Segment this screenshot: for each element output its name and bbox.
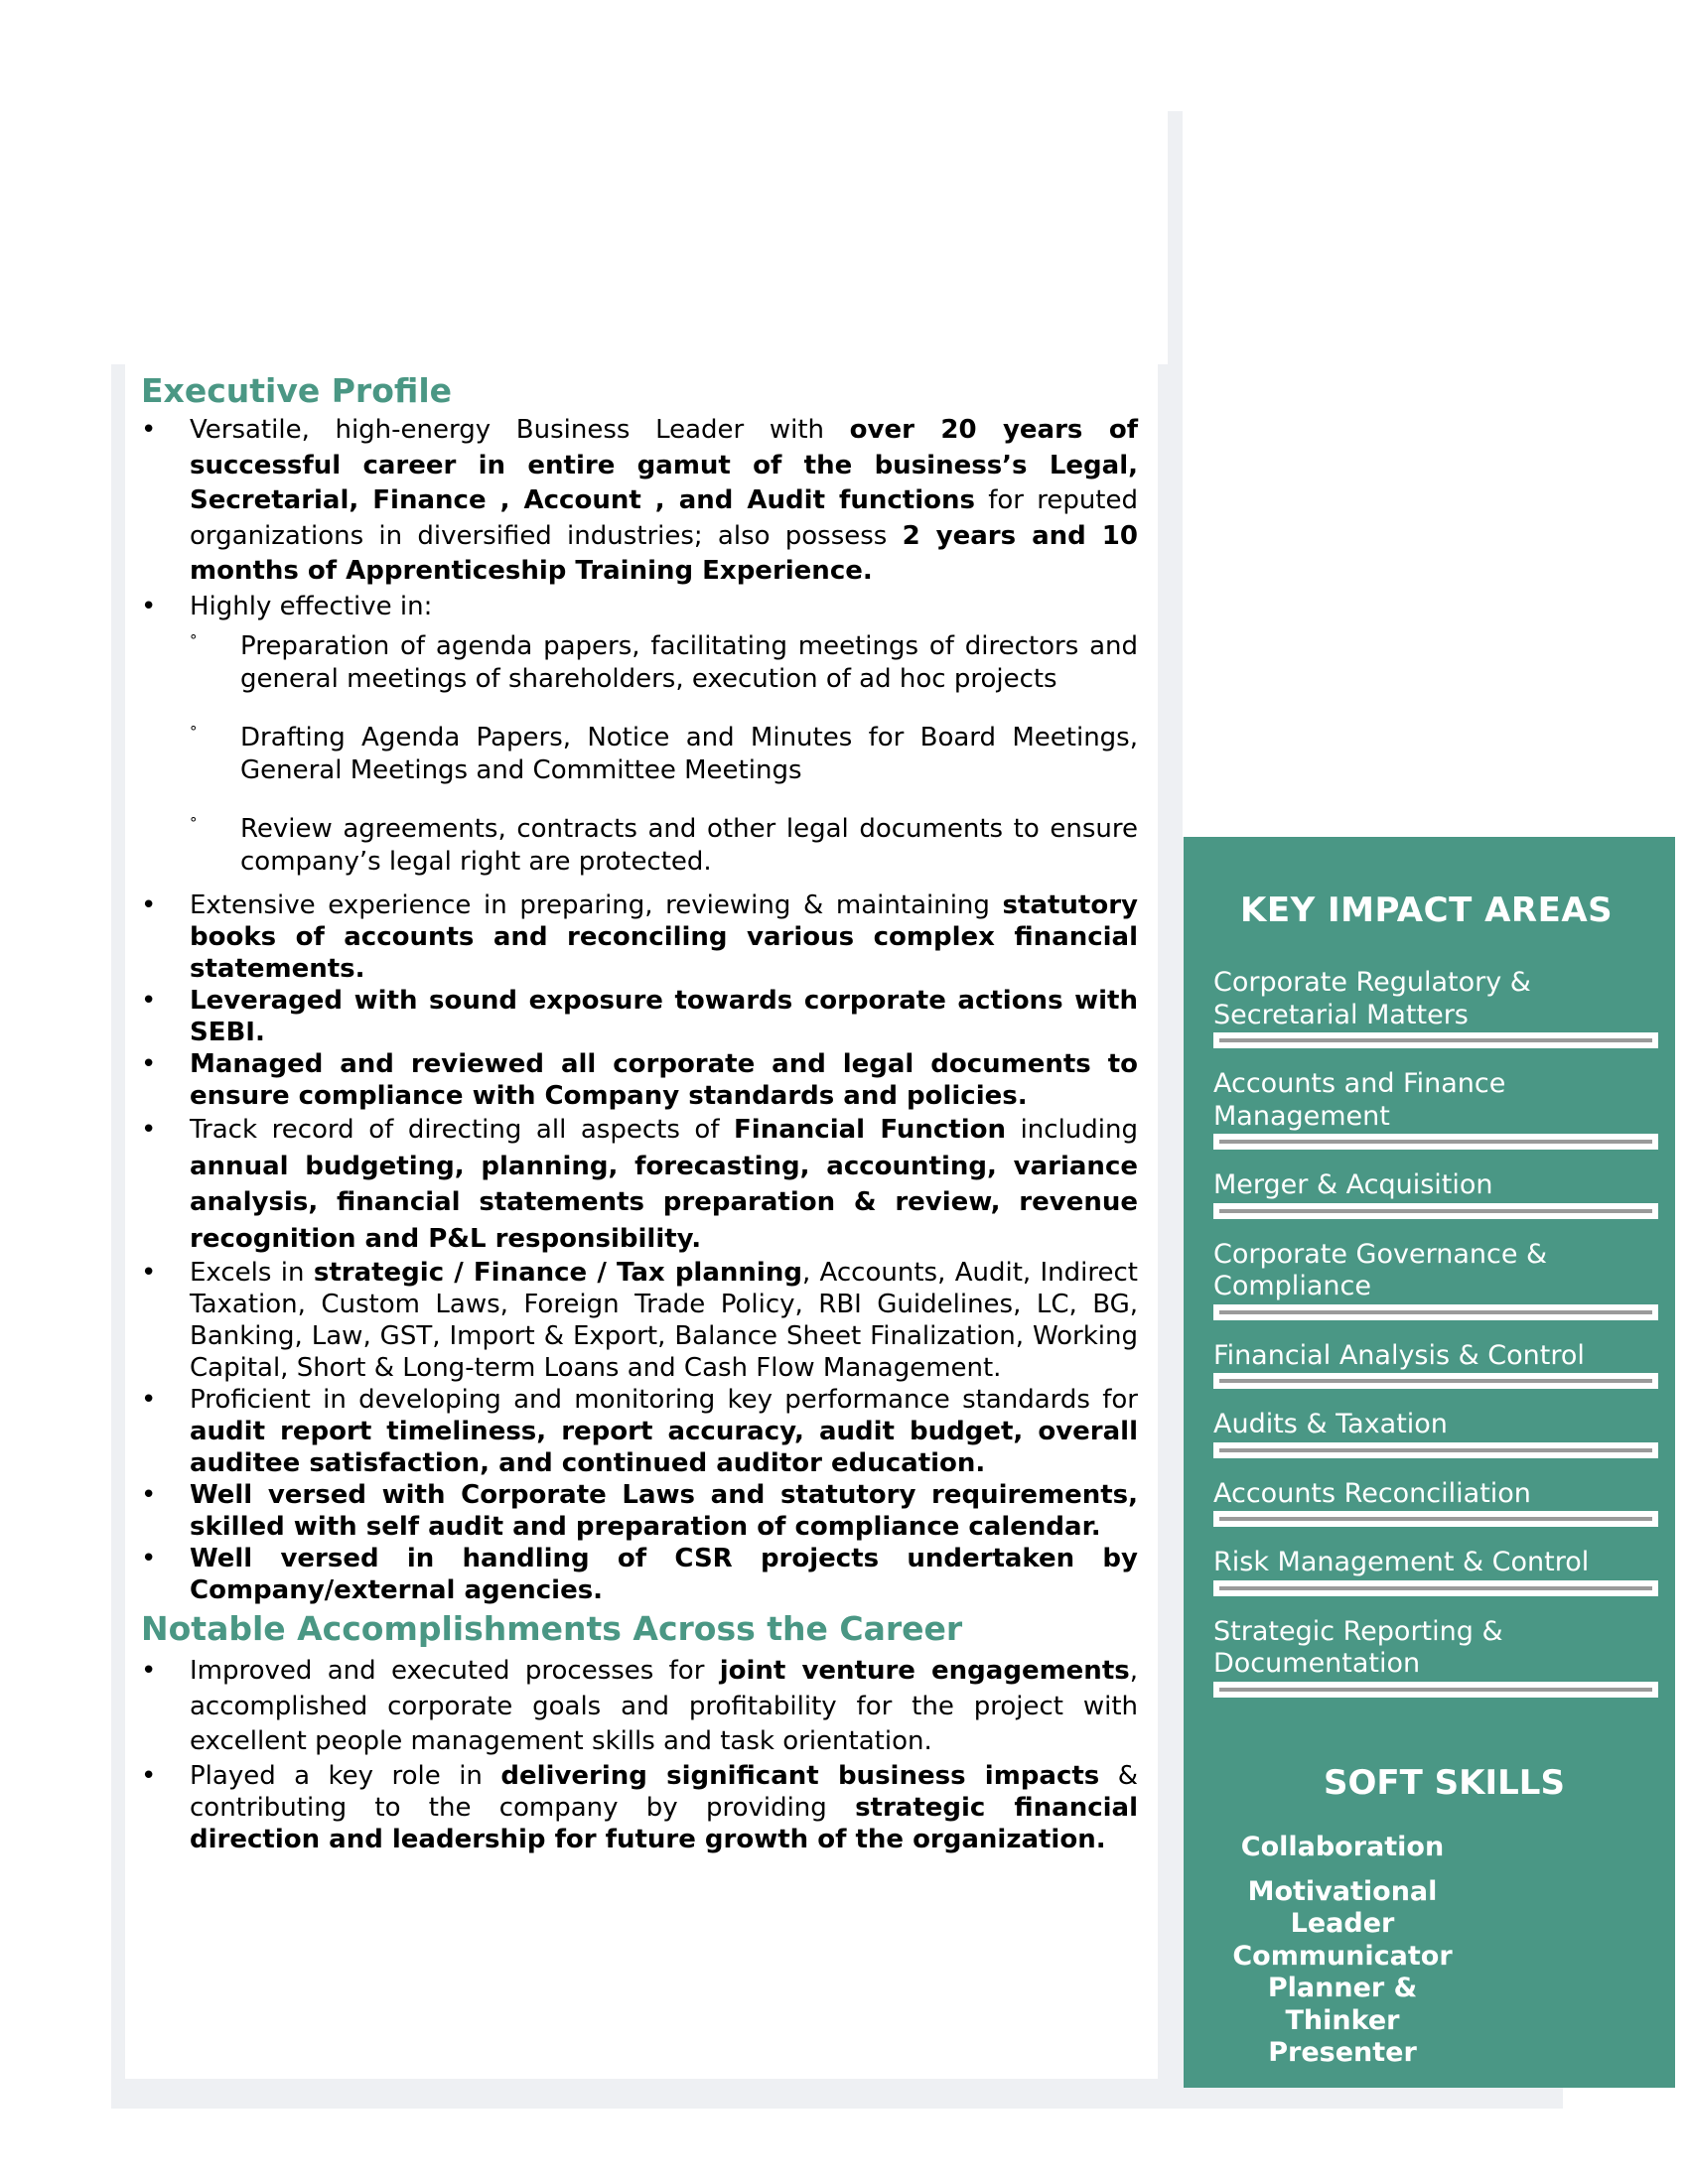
impact-area-level-bar	[1213, 1682, 1658, 1698]
impact-area-item	[1213, 1616, 1658, 1698]
soft-skill-item: Collaboration	[1240, 1832, 1445, 1862]
text: Proficient in developing and monitoring key performance standards for	[190, 1385, 1138, 1415]
bold-text: strategic financial direction and leadership for future growth of the organization.	[190, 1792, 1138, 1854]
bold-text: Managed and reviewed all corporate and legal documents to ensure compliance with Company standards and policies.	[190, 1049, 1138, 1111]
circle-bullet-icon: °	[190, 814, 198, 832]
impact-area-level-fill	[1219, 1310, 1652, 1314]
bullet-icon: •	[141, 1656, 157, 1686]
soft-skill-item: Communicator	[1232, 1940, 1453, 1972]
accomplishments-heading: Notable Accomplishments Across the Career	[141, 1609, 963, 1648]
key-impact-areas-list	[1213, 967, 1658, 1717]
impact-area-level-fill	[1219, 1586, 1652, 1590]
impact-area-level-bar	[1213, 1134, 1658, 1150]
bullet-icon: •	[141, 415, 157, 445]
impact-area-item	[1213, 1068, 1658, 1150]
sidebar-panel	[1184, 837, 1675, 2088]
text: for reputed organizations in diversified industries; also possess	[190, 485, 1138, 551]
bullet-icon: •	[141, 1760, 157, 1791]
impact-area-item	[1213, 1340, 1658, 1390]
list-item	[141, 1384, 1138, 1479]
text: Improved and executed processes for	[190, 1656, 720, 1686]
bold-text: delivering significant business impacts	[500, 1760, 1100, 1791]
impact-area-label: Risk Management & Control	[1213, 1547, 1590, 1577]
soft-skill-item: Motivational Leader	[1247, 1875, 1438, 1939]
impact-area-label: Accounts Reconciliation	[1213, 1477, 1531, 1509]
bullet-icon: •	[141, 1385, 157, 1415]
text: Played a key role in	[190, 1760, 501, 1791]
sidebar-top-blank	[1183, 111, 1563, 837]
bullet-icon: •	[141, 591, 157, 621]
text: Drafting Agenda Papers, Notice and Minutes for Board Meetings, General Meetings and Committee Meetings	[240, 723, 1138, 785]
impact-area-level-bar	[1213, 1442, 1658, 1458]
text: Highly effective in:	[190, 591, 433, 621]
circle-bullet-icon: °	[190, 723, 198, 741]
executive-profile-list	[141, 413, 1138, 1606]
list-item	[141, 1112, 1138, 1257]
accomplishments-list	[141, 1654, 1138, 1855]
text: & contributing to the company by providing	[190, 1760, 1138, 1823]
list-item	[141, 1048, 1138, 1112]
list-item	[141, 1654, 1138, 1760]
impact-area-level-fill	[1219, 1517, 1652, 1521]
impact-area-item	[1213, 1239, 1658, 1320]
impact-area-item	[1213, 1169, 1658, 1219]
sub-list-item	[190, 630, 1138, 695]
bullet-icon: •	[141, 1544, 157, 1573]
bold-text: 2 years and 10 months of Apprenticeship Training Experience.	[190, 520, 1138, 586]
sub-list-item	[190, 722, 1138, 786]
impact-area-level-fill	[1219, 1448, 1652, 1452]
impact-area-label: Merger & Acquisition	[1213, 1169, 1493, 1200]
impact-area-level-bar	[1213, 1511, 1658, 1527]
executive-profile-heading: Executive Profile	[141, 371, 453, 410]
text: Review agreements, contracts and other legal documents to ensure company’s legal right are protected.	[240, 814, 1138, 877]
key-impact-areas-heading: KEY IMPACT AREAS	[1240, 890, 1614, 930]
bold-text: Leveraged with sound exposure towards corporate actions with SEBI.	[190, 986, 1138, 1047]
text: Preparation of agenda papers, facilitating meetings of directors and general meetings of shareholders, execution of ad hoc projects	[240, 631, 1138, 694]
impact-area-label: Corporate Regulatory & Secretarial Matters	[1213, 967, 1531, 1030]
impact-area-label: Strategic Reporting & Documentation	[1213, 1615, 1503, 1679]
impact-area-label: Financial Analysis & Control	[1213, 1339, 1585, 1371]
list-item	[141, 590, 1138, 879]
bullet-icon: •	[141, 890, 157, 920]
list-item	[141, 413, 1138, 590]
bold-text: audit report timeliness, report accuracy, audit budget, overall auditee satisfaction, and continued auditor education.	[190, 1417, 1138, 1478]
text: Track record of directing all aspects of	[190, 1115, 735, 1145]
bold-text: Well versed in handling of CSR projects undertaken by Company/external agencies.	[190, 1544, 1138, 1605]
circle-bullet-icon: °	[190, 631, 198, 649]
bold-text: over 20 years of successful career in entire gamut of the business’s Legal, Secretarial, Finance , Account , and Audit functions	[190, 415, 1139, 515]
list-item	[141, 1760, 1138, 1855]
text: , accomplished corporate goals and profitability for the project with excellent people management skills and task orientation.	[190, 1656, 1138, 1756]
impact-area-level-bar	[1213, 1580, 1658, 1596]
sub-list-item	[190, 813, 1138, 878]
impact-area-level-bar	[1213, 1203, 1658, 1219]
bullet-icon: •	[141, 1115, 157, 1145]
bold-text: strategic / Finance / Tax planning	[313, 1258, 802, 1288]
impact-area-level-bar	[1213, 1304, 1658, 1320]
impact-area-item	[1213, 1547, 1658, 1596]
impact-area-level-fill	[1219, 1379, 1652, 1383]
bold-text: annual budgeting, planning, forecasting, accounting, variance analysis, financial statements preparation & review, revenue recognition and P&L responsibility.	[190, 1151, 1138, 1254]
list-item	[141, 889, 1138, 985]
list-item	[141, 1479, 1138, 1543]
impact-area-item	[1213, 1409, 1658, 1458]
impact-area-level-fill	[1219, 1038, 1652, 1042]
list-item	[141, 1257, 1138, 1384]
soft-skill-item: Presenter	[1268, 2037, 1417, 2068]
bold-text: Well versed with Corporate Laws and statutory requirements, skilled with self audit and preparation of compliance calendar.	[190, 1480, 1138, 1542]
impact-area-level-bar	[1213, 1032, 1658, 1048]
impact-area-label: Corporate Governance & Compliance	[1213, 1238, 1548, 1301]
sub-list	[190, 630, 1138, 878]
text: Versatile, high-energy Business Leader with	[190, 415, 850, 445]
list-item	[141, 1543, 1138, 1606]
bold-text: statutory books of accounts and reconciling various complex financial statements.	[190, 890, 1138, 984]
soft-skills-list	[1223, 1832, 1462, 2070]
bullet-icon: •	[141, 1258, 157, 1288]
impact-area-level-fill	[1219, 1140, 1652, 1144]
impact-area-level-fill	[1219, 1209, 1652, 1213]
text: Extensive experience in preparing, reviewing & maintaining	[190, 890, 1003, 920]
impact-area-level-bar	[1213, 1373, 1658, 1389]
impact-area-label: Audits & Taxation	[1213, 1409, 1448, 1439]
bullet-icon: •	[141, 1480, 157, 1510]
bullet-icon: •	[141, 1049, 157, 1079]
impact-area-level-fill	[1219, 1688, 1652, 1692]
bold-text: joint venture engagements	[719, 1656, 1130, 1686]
text: including	[1006, 1115, 1138, 1145]
main-content	[141, 369, 1138, 1855]
text: , Accounts, Audit, Indirect Taxation, Custom Laws, Foreign Trade Policy, RBI Guidelines, LC, BG, Banking, Law, GST, Import & Export, Balance Sheet Finalization, Working Capital, Short & Long-term Loans and Cash Flow Management.	[190, 1258, 1138, 1383]
soft-skills-heading: SOFT SKILLS	[1324, 1763, 1565, 1803]
list-item	[141, 985, 1138, 1048]
bold-text: Financial Function	[734, 1115, 1007, 1145]
text: Excels in	[190, 1258, 314, 1288]
impact-area-item	[1213, 1478, 1658, 1528]
impact-area-item	[1213, 967, 1658, 1048]
soft-skill-item: Planner & Thinker	[1267, 1973, 1418, 2036]
bullet-icon: •	[141, 986, 157, 1016]
impact-area-label: Accounts and Finance Management	[1213, 1068, 1506, 1132]
page-frame-column	[1168, 111, 1183, 2109]
